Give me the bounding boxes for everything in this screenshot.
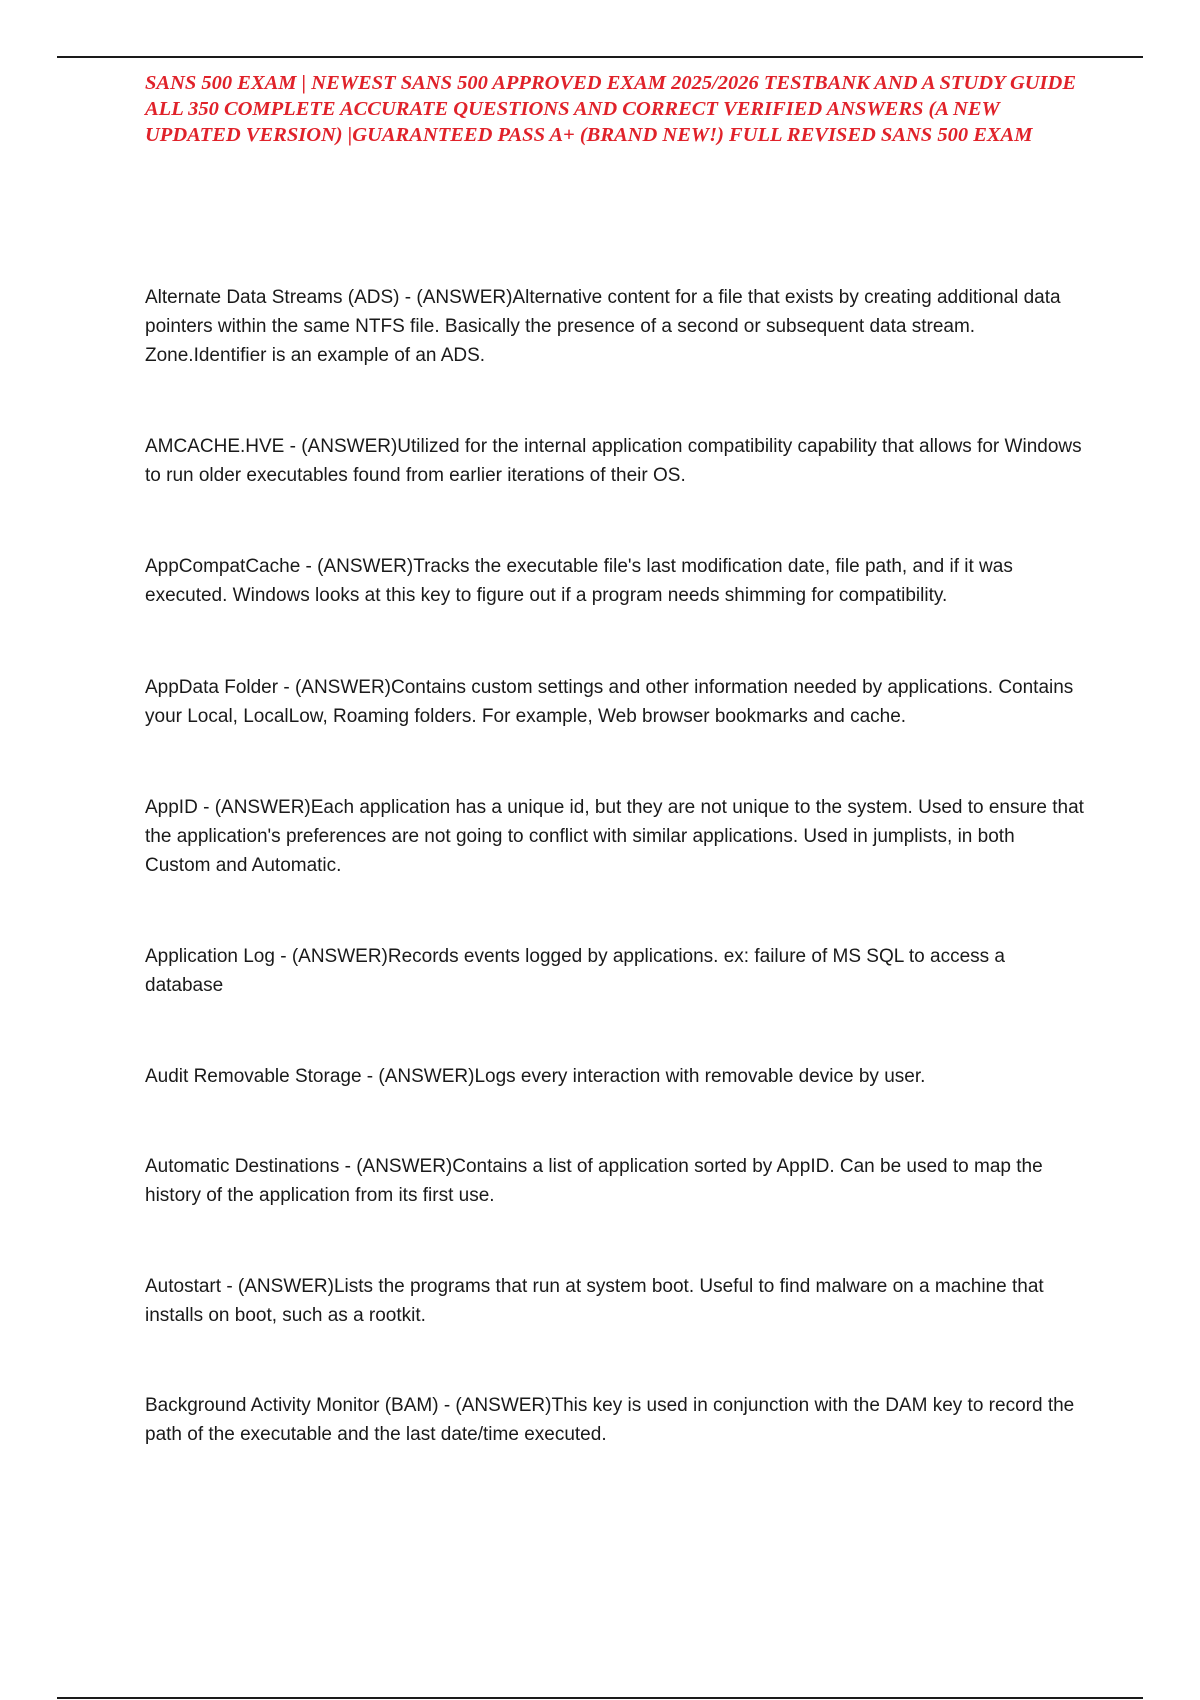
- entry-definition: Contains a list of application sorted by AppID. Can be used to map the history of the application from its first use.: [145, 1156, 1043, 1206]
- entry-term: AMCACHE.HVE: [145, 436, 285, 457]
- entry-definition: Each application has a unique id, but they are not unique to the system. Used to ensure that the application's preferences are not going to conflict with similar applications. Used in jumplists, in both Custom and Automatic.: [145, 797, 1084, 876]
- entry-term: Automatic Destinations: [145, 1156, 340, 1177]
- qa-entry-amcache: [145, 432, 1085, 490]
- qa-entry-autostart: [145, 1272, 1085, 1330]
- entry-definition: Records events logged by applications. ex: failure of MS SQL to access a database: [145, 946, 1005, 996]
- answer-marker: - (ANSWER): [399, 287, 513, 308]
- answer-marker: - (ANSWER): [197, 797, 311, 818]
- qa-entry-appdata: [145, 673, 1085, 731]
- entry-definition: Alternative content for a file that exists by creating additional data pointers within the same NTFS file. Basically the presence of a second or subsequent data stream. Zone.Identifier is an example of an ADS.: [145, 287, 1061, 366]
- entry-definition: Contains custom settings and other information needed by applications. Contains your Local, LocalLow, Roaming folders. For example, Web browser bookmarks and cache.: [145, 677, 1074, 727]
- qa-entry-ads: [145, 283, 1085, 370]
- answer-marker: - (ANSWER): [438, 1395, 552, 1416]
- entry-term: AppData Folder: [145, 677, 279, 698]
- qa-entry-appid: [145, 793, 1085, 880]
- answer-marker: - (ANSWER): [361, 1066, 475, 1087]
- answer-marker: - (ANSWER): [300, 556, 414, 577]
- entry-term: Background Activity Monitor (BAM): [145, 1395, 439, 1416]
- answer-marker: - (ANSWER): [284, 436, 398, 457]
- top-rule: [57, 56, 1143, 58]
- qa-entry-appcompatcache: [145, 552, 1085, 610]
- bottom-rule: [57, 1697, 1143, 1699]
- entry-term: AppCompatCache: [145, 556, 301, 577]
- entry-term: AppID: [145, 797, 198, 818]
- entry-definition: Tracks the executable file's last modification date, file path, and if it was executed. Windows looks at this key to figure out if a program needs shimming for compatibility.: [145, 556, 1013, 606]
- entry-term: Audit Removable Storage: [145, 1066, 362, 1087]
- entry-term: Application Log: [145, 946, 275, 967]
- entry-term: Alternate Data Streams (ADS): [145, 287, 400, 308]
- qa-entry-automatic-destinations: [145, 1152, 1085, 1210]
- answer-marker: - (ANSWER): [339, 1156, 453, 1177]
- answer-marker: - (ANSWER): [278, 677, 392, 698]
- qa-entry-bam: [145, 1391, 1085, 1449]
- answer-marker: - (ANSWER): [221, 1276, 334, 1297]
- entry-definition: Logs every interaction with removable device by user.: [474, 1066, 926, 1087]
- document-title: SANS 500 EXAM | NEWEST SANS 500 APPROVED EXAM 2025/2026 TESTBANK AND A STUDY GUIDE ALL 350 COMPLETE ACCURATE QUESTIONS AND CORRECT VERIFIED ANSWERS (A NEW UPDATED VERSION) |GUARANTEED PASS A+ (BRAND NEW!) FULL REVISED SANS 500 EXAM: [145, 72, 1077, 146]
- qa-entry-audit-removable: [145, 1062, 1085, 1091]
- entry-term: Autostart: [145, 1276, 222, 1297]
- entry-definition: Lists the programs that run at system boot. Useful to find malware on a machine that installs on boot, such as a rootkit.: [145, 1276, 1044, 1326]
- qa-entry-application-log: [145, 942, 1085, 1000]
- entry-definition: Utilized for the internal application compatibility capability that allows for Windows to run older executables found from earlier iterations of their OS.: [145, 436, 1082, 486]
- entry-definition: This key is used in conjunction with the DAM key to record the path of the executable and the last date/time executed.: [145, 1395, 1075, 1445]
- answer-marker: - (ANSWER): [274, 946, 388, 967]
